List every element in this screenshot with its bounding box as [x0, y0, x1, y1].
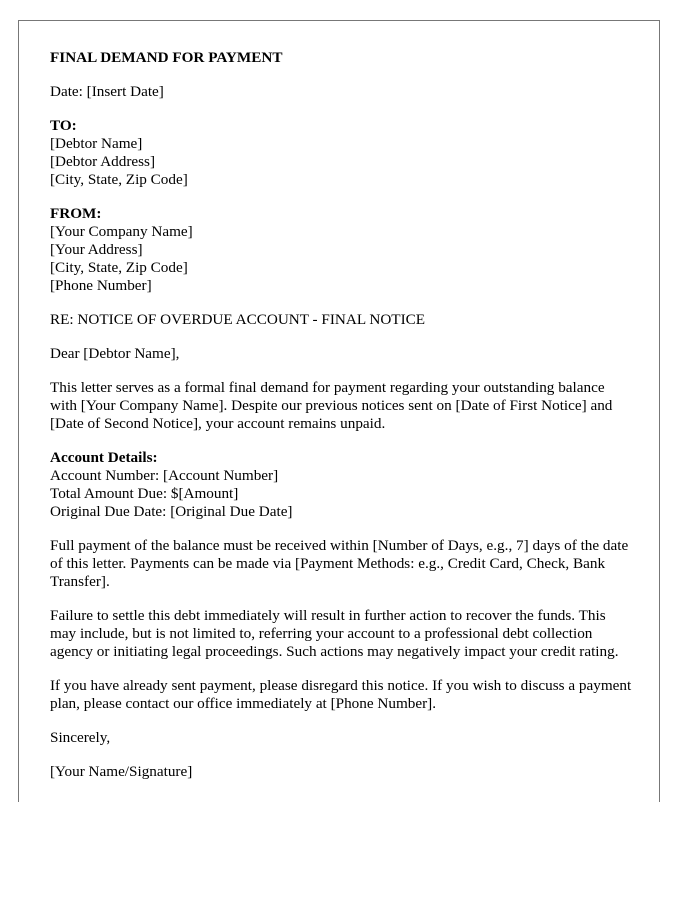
to-heading: TO: — [50, 117, 77, 134]
account-details-heading: Account Details: — [50, 449, 158, 466]
body-paragraph-consequences: Failure to settle this debt immediately will result in further action to recover the funds. This may include, but is not limited to, referring your account to a professional debt collection agency or initiating legal proceedings. Such actions may negatively impact your credit rating. — [50, 607, 619, 660]
from-line: [Your Company Name] — [50, 223, 193, 240]
closing: Sincerely, — [50, 729, 111, 746]
account-details-block — [50, 449, 635, 521]
letter-content — [50, 49, 635, 781]
body-paragraph-outstanding-balance: This letter serves as a formal final demand for payment regarding your outstanding balance with [Your Company Name]. Despite our previous notices sent on [Date of First Notice] and [Date of Second Notice], your account remains unpaid. — [50, 379, 613, 432]
from-line: [Your Address] — [50, 241, 143, 258]
total-amount-line: Total Amount Due: $[Amount] — [50, 485, 239, 502]
from-line: [Phone Number] — [50, 277, 152, 294]
signature-line: [Your Name/Signature] — [50, 763, 193, 780]
from-block — [50, 205, 635, 295]
to-line: [Debtor Address] — [50, 153, 156, 170]
from-line: [City, State, Zip Code] — [50, 259, 188, 276]
letter-page — [18, 20, 660, 802]
body-paragraph-payment-terms: Full payment of the balance must be received within [Number of Days, e.g., 7] days of the date of this letter. Payments can be made via [Payment Methods: e.g., Credit Card, Check, Bank Transfer]. — [50, 537, 629, 590]
to-block — [50, 117, 635, 189]
to-line: [City, State, Zip Code] — [50, 171, 188, 188]
letter-title: FINAL DEMAND FOR PAYMENT — [50, 49, 283, 66]
to-line: [Debtor Name] — [50, 135, 143, 152]
re-line: RE: NOTICE OF OVERDUE ACCOUNT - FINAL NOTICE — [50, 311, 426, 328]
body-paragraph-contact: If you have already sent payment, please disregard this notice. If you wish to discuss a payment plan, please contact our office immediately at [Phone Number]. — [50, 677, 632, 712]
date-line: Date: [Insert Date] — [50, 83, 164, 100]
from-heading: FROM: — [50, 205, 102, 222]
salutation: Dear [Debtor Name], — [50, 345, 180, 362]
original-due-date-line: Original Due Date: [Original Due Date] — [50, 503, 293, 520]
account-number-line: Account Number: [Account Number] — [50, 467, 279, 484]
